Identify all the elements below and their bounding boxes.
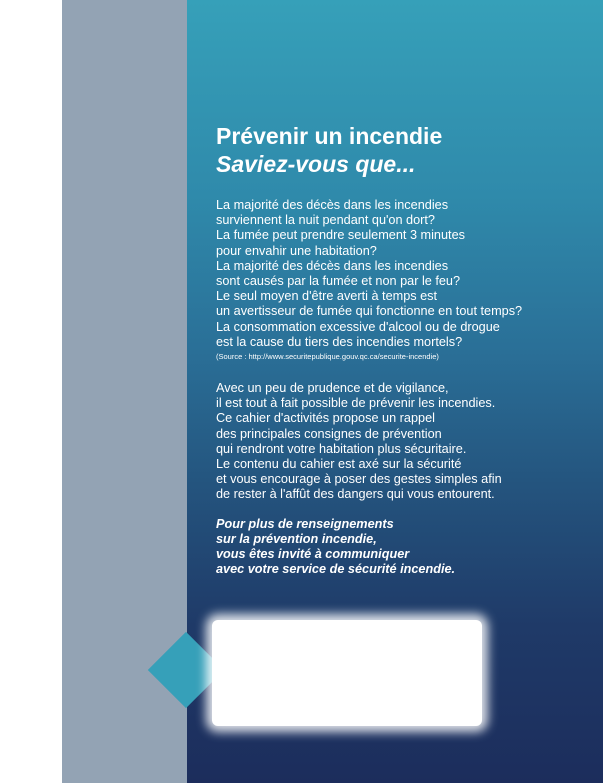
source-citation: (Source : http://www.securitepublique.gouv.qc.ca/securite-incendie) <box>216 352 439 362</box>
intro-line: il est tout à fait possible de prévenir les incendies. <box>216 396 496 411</box>
fact-line: La fumée peut prendre seulement 3 minutes <box>216 228 465 243</box>
closing-line: avec votre service de sécurité incendie. <box>216 562 456 577</box>
fact-line: La majorité des décès dans les incendies <box>216 198 449 212</box>
page-subtitle: Saviez-vous que... <box>216 151 416 177</box>
intro-line: des principales consignes de prévention <box>216 426 442 441</box>
intro-line: qui rendront votre habitation plus sécuritaire. <box>216 441 467 456</box>
fact-line: sont causés par la fumée et non par le feu? <box>216 274 461 289</box>
facts-paragraph <box>216 198 596 362</box>
fact-line: est la cause du tiers des incendies mortels? <box>216 334 463 349</box>
blank-white-box <box>212 620 482 726</box>
fact-line: pour envahir une habitation? <box>216 243 377 258</box>
intro-line: Avec un peu de prudence et de vigilance, <box>216 381 449 396</box>
content-area <box>216 122 596 577</box>
left-margin <box>0 0 62 783</box>
closing-line: sur la prévention incendie, <box>216 531 377 546</box>
closing-paragraph <box>216 517 596 578</box>
intro-line: Le contenu du cahier est axé sur la sécurité <box>216 457 462 472</box>
intro-line: et vous encourage à poser des gestes simples afin <box>216 472 502 487</box>
fact-line: La consommation excessive d'alcool ou de drogue <box>216 319 500 334</box>
fact-line: surviennent la nuit pendant qu'on dort? <box>216 213 435 228</box>
intro-line: de rester à l'affût des dangers qui vous entourent. <box>216 487 495 502</box>
fact-line: un avertisseur de fumée qui fonctionne en tout temps? <box>216 304 523 319</box>
page-title: Prévenir un incendie <box>216 123 443 149</box>
closing-line: Pour plus de renseignements <box>216 516 394 531</box>
fact-line: La majorité des décès dans les incendies <box>216 258 449 273</box>
intro-paragraph <box>216 381 596 503</box>
closing-line: vous êtes invité à communiquer <box>216 547 410 562</box>
intro-line: Ce cahier d'activités propose un rappel <box>216 411 435 426</box>
fact-line: Le seul moyen d'être averti à temps est <box>216 289 438 304</box>
